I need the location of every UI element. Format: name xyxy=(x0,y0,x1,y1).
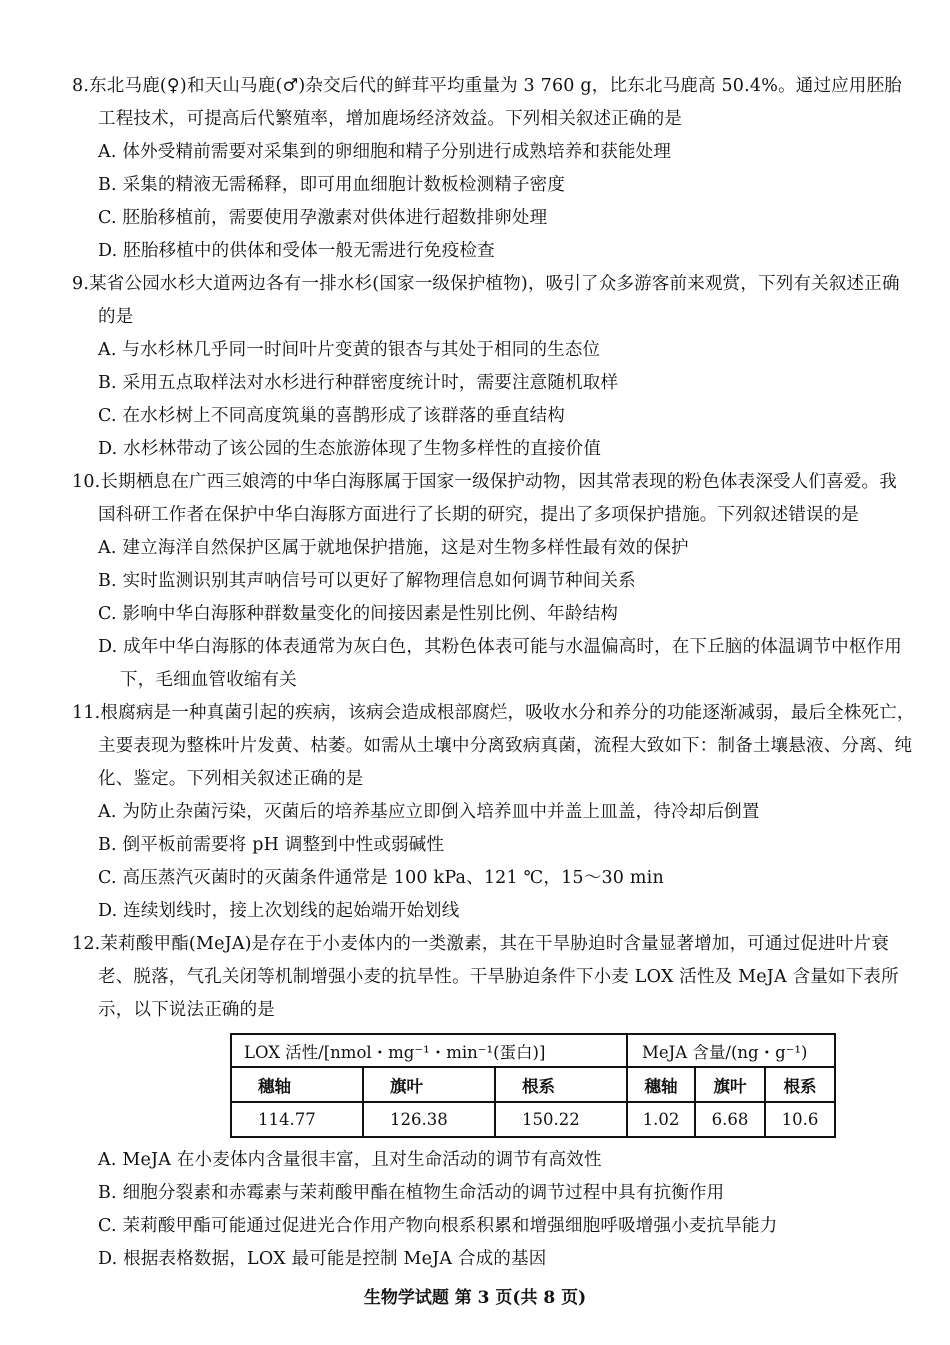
q8-option-a: A. 体外受精前需要对采集到的卵细胞和精子分别进行成熟培养和获能处理 xyxy=(98,142,672,162)
q9-option-c: C. 在水杉树上不同高度筑巢的喜鹊形成了该群落的垂直结构 xyxy=(98,406,565,426)
q10-option-b: B. 实时监测识别其声呐信号可以更好了解物理信息如何调节种间关系 xyxy=(98,571,636,591)
table-cell: 穗轴 xyxy=(627,1067,695,1102)
table-header-meja: MeJA 含量/(ng・g⁻¹) xyxy=(627,1034,835,1067)
page-footer: 生物学试题 第 3 页(共 8 页) xyxy=(363,1288,587,1308)
q11-stem-line1: 11.根腐病是一种真菌引起的疾病，该病会造成根部腐烂，吸收水分和养分的功能逐渐减弱，最后全株死亡， xyxy=(72,703,915,723)
table-cell: 旗叶 xyxy=(363,1067,495,1102)
table-cell: 10.6 xyxy=(765,1102,835,1137)
q10-option-d-line2: 下，毛细血管收缩有关 xyxy=(120,670,297,690)
table-value-row xyxy=(231,1102,835,1137)
q12-stem-line1: 12.茉莉酸甲酯(MeJA)是存在于小麦体内的一类激素，其在干旱胁迫时含量显著增加，可通过促进叶片衰 xyxy=(72,934,889,954)
q9-option-d: D. 水杉林带动了该公园的生态旅游体现了生物多样性的直接价值 xyxy=(98,439,602,459)
table-cell: 根系 xyxy=(765,1067,835,1102)
q11-option-d: D. 连续划线时，接上次划线的起始端开始划线 xyxy=(98,901,460,921)
q10-stem-line2: 国科研工作者在保护中华白海豚方面进行了长期的研究，提出了多项保护措施。下列叙述错误的是 xyxy=(98,505,860,525)
q11-stem-line3: 化、鉴定。下列相关叙述正确的是 xyxy=(98,769,364,789)
q9-stem-line2: 的是 xyxy=(98,307,134,327)
table-cell: 114.77 xyxy=(231,1102,363,1137)
q10-stem-line1: 10.长期栖息在广西三娘湾的中华白海豚属于国家一级保护动物，因其常表现的粉色体表深受人们喜爱。我 xyxy=(72,472,897,492)
q12-option-c: C. 茉莉酸甲酯可能通过促进光合作用产物向根系积累和增强细胞呼吸增强小麦抗旱能力 xyxy=(98,1216,778,1236)
q8-option-c: C. 胚胎移植前，需要使用孕激素对供体进行超数排卵处理 xyxy=(98,208,548,228)
table-cell: 穗轴 xyxy=(231,1067,363,1102)
q12-option-b: B. 细胞分裂素和赤霉素与茉莉酸甲酯在植物生命活动的调节过程中具有抗衡作用 xyxy=(98,1183,725,1203)
table-cell: 旗叶 xyxy=(695,1067,765,1102)
table-header-lox: LOX 活性/[nmol・mg⁻¹・min⁻¹(蛋白)] xyxy=(231,1034,627,1067)
table-subheader-row xyxy=(231,1067,835,1102)
q11-option-a: A. 为防止杂菌污染，灭菌后的培养基应立即倒入培养皿中并盖上皿盖，待冷却后倒置 xyxy=(98,802,760,822)
q12-stem-line3: 示，以下说法正确的是 xyxy=(98,1000,275,1020)
q11-option-b: B. 倒平板前需要将 pH 调整到中性或弱碱性 xyxy=(98,835,445,855)
q11-option-c: C. 高压蒸汽灭菌时的灭菌条件通常是 100 kPa、121 ℃，15～30 min xyxy=(98,868,664,888)
q9-stem-line1: 9.某省公园水杉大道两边各有一排水杉(国家一级保护植物)，吸引了众多游客前来观赏，下列有关叙述正确 xyxy=(72,274,900,294)
q8-stem-line1: 8.东北马鹿(♀)和天山马鹿(♂)杂交后代的鲜茸平均重量为 3 760 g，比东北马鹿高 50.4%。通过应用胚胎 xyxy=(72,76,902,96)
q10-option-a: A. 建立海洋自然保护区属于就地保护措施，这是对生物多样性最有效的保护 xyxy=(98,538,689,558)
table-cell: 6.68 xyxy=(695,1102,765,1137)
q10-option-d-line1: D. 成年中华白海豚的体表通常为灰白色，其粉色体表可能与水温偏高时，在下丘脑的体温调节中枢作用 xyxy=(98,637,902,657)
table-cell: 根系 xyxy=(495,1067,627,1102)
table-cell: 150.22 xyxy=(495,1102,627,1137)
q9-option-a: A. 与水杉林几乎同一时间叶片变黄的银杏与其处于相同的生态位 xyxy=(98,340,601,360)
q12-option-a: A. MeJA 在小麦体内含量很丰富，且对生命活动的调节有高效性 xyxy=(98,1150,602,1170)
q8-option-b: B. 采集的精液无需稀释，即可用血细胞计数板检测精子密度 xyxy=(98,175,566,195)
q9-option-b: B. 采用五点取样法对水杉进行种群密度统计时，需要注意随机取样 xyxy=(98,373,619,393)
q12-stem-line2: 老、脱落，气孔关闭等机制增强小麦的抗旱性。干旱胁迫条件下小麦 LOX 活性及 MeJA 含量如下表所 xyxy=(98,967,899,987)
q12-option-d: D. 根据表格数据，LOX 最可能是控制 MeJA 合成的基因 xyxy=(98,1249,547,1269)
q10-option-c: C. 影响中华白海豚种群数量变化的间接因素是性别比例、年龄结构 xyxy=(98,604,619,624)
table-header-row xyxy=(231,1034,835,1067)
table-cell: 1.02 xyxy=(627,1102,695,1137)
lox-meja-table xyxy=(230,1033,836,1138)
q8-stem-line2: 工程技术，可提高后代繁殖率，增加鹿场经济效益。下列相关叙述正确的是 xyxy=(98,109,683,129)
table-cell: 126.38 xyxy=(363,1102,495,1137)
q11-stem-line2: 主要表现为整株叶片发黄、枯萎。如需从土壤中分离致病真菌，流程大致如下：制备土壤悬液、分离、纯 xyxy=(98,736,913,756)
q8-option-d: D. 胚胎移植中的供体和受体一般无需进行免疫检查 xyxy=(98,241,495,261)
